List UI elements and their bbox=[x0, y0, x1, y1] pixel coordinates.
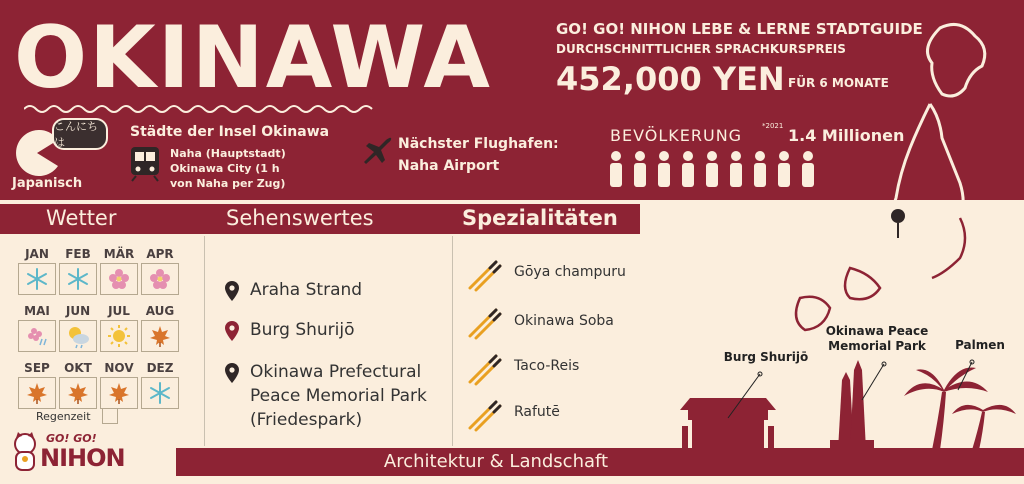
rain-season-swatch bbox=[102, 408, 118, 424]
maple-leaf-icon bbox=[100, 377, 138, 409]
cities-list bbox=[170, 146, 286, 191]
language-label: Japanisch bbox=[12, 176, 83, 191]
guide-title: GO! GO! NIHON LEBE & LERNE STADTGUIDE bbox=[556, 20, 923, 38]
castle-label: Burg Shurijō bbox=[723, 350, 809, 364]
park-label-line: Memorial Park bbox=[828, 339, 926, 353]
specialty-item: Taco-Reis bbox=[514, 358, 580, 374]
city-line: Naha (Hauptstadt) bbox=[170, 147, 286, 160]
castle-icon bbox=[680, 398, 776, 450]
sights-heading: Sehenswertes bbox=[226, 206, 374, 230]
footer-banner-text: Architektur & Landschaft bbox=[383, 451, 609, 472]
sight-item: Burg Shurijō bbox=[250, 320, 355, 340]
month-label: DEZ bbox=[146, 361, 174, 375]
maple-leaf-icon bbox=[59, 377, 97, 409]
sight-item: Araha Strand bbox=[250, 280, 363, 300]
palm-tree-icon bbox=[904, 367, 1016, 450]
page-title: OKINAWA bbox=[14, 8, 492, 108]
specialties-heading: Spezialitäten bbox=[462, 206, 618, 230]
map-pin-icon bbox=[224, 280, 240, 302]
blossom-icon bbox=[100, 263, 138, 295]
month-label: FEB bbox=[65, 247, 91, 261]
sight-item bbox=[250, 360, 427, 432]
park-label bbox=[818, 324, 936, 354]
train-icon bbox=[128, 146, 162, 182]
blossom-icon bbox=[141, 263, 179, 295]
month-label: SEP bbox=[24, 361, 50, 375]
greeting-bubble: こんにちは bbox=[52, 118, 108, 150]
snowflake-icon bbox=[59, 263, 97, 295]
chopsticks-icon bbox=[466, 306, 502, 344]
wavy-underline bbox=[24, 104, 384, 114]
palms-label: Palmen bbox=[955, 338, 1005, 352]
maple-leaf-icon bbox=[141, 320, 179, 352]
chopsticks-icon bbox=[466, 258, 502, 296]
logo-top: GO! GO! bbox=[46, 432, 97, 445]
location-marker bbox=[891, 209, 905, 223]
month-label: MÄR bbox=[103, 247, 135, 261]
sight-line: (Friedespark) bbox=[250, 410, 363, 430]
sun-icon bbox=[100, 320, 138, 352]
sight-line: Okinawa Prefectural bbox=[250, 362, 422, 382]
price-label: DURCHSCHNITTLICHER SPRACHKURSPREIS bbox=[556, 42, 846, 56]
specialty-item: Gōya champuru bbox=[514, 264, 626, 280]
month-label: OKT bbox=[64, 361, 92, 375]
price-value: 452,000 YEN bbox=[556, 60, 785, 98]
month-label: AUG bbox=[145, 304, 175, 318]
japan-map bbox=[760, 8, 1020, 338]
divider bbox=[204, 236, 205, 446]
month-label: MAI bbox=[24, 304, 50, 318]
month-label: JUN bbox=[65, 304, 91, 318]
city-line: Okinawa City (1 h bbox=[170, 162, 280, 175]
city-line: von Naha per Zug) bbox=[170, 177, 286, 190]
weather-heading: Wetter bbox=[46, 206, 117, 230]
population-year: *2021 bbox=[762, 122, 784, 130]
sun-cloud-icon bbox=[59, 320, 97, 352]
map-pin-icon bbox=[224, 362, 240, 384]
month-label: JAN bbox=[25, 247, 49, 261]
airport-value: Naha Airport bbox=[398, 158, 500, 174]
chopsticks-icon bbox=[466, 398, 502, 436]
maple-leaf-icon bbox=[18, 377, 56, 409]
airport-label: Nächster Flughafen: bbox=[398, 136, 559, 152]
divider bbox=[452, 236, 453, 446]
month-label: NOV bbox=[104, 361, 134, 375]
lucky-cat-icon bbox=[10, 432, 40, 472]
memorial-tower-icon bbox=[830, 360, 874, 450]
map-pin-icon bbox=[224, 320, 240, 342]
snowflake-icon bbox=[141, 377, 179, 409]
park-label-line: Okinawa Peace bbox=[825, 324, 929, 338]
snowflake-icon bbox=[18, 263, 56, 295]
specialty-item: Rafutē bbox=[514, 404, 560, 420]
cities-title: Städte der Insel Okinawa bbox=[130, 124, 330, 140]
population-value: 1.4 Millionen bbox=[788, 126, 905, 145]
rain-season-label: Regenzeit bbox=[36, 410, 91, 423]
sight-line: Peace Memorial Park bbox=[250, 386, 427, 406]
price-period: FÜR 6 MONATE bbox=[788, 76, 889, 90]
chopsticks-icon bbox=[466, 352, 502, 390]
month-label: APR bbox=[146, 247, 174, 261]
month-label: JUL bbox=[108, 304, 130, 318]
blossom-rain-icon bbox=[18, 320, 56, 352]
specialty-item: Okinawa Soba bbox=[514, 313, 614, 329]
population-label: BEVÖLKERUNG bbox=[610, 126, 743, 145]
logo-bottom: NIHON bbox=[40, 444, 125, 472]
airplane-icon bbox=[360, 132, 396, 168]
